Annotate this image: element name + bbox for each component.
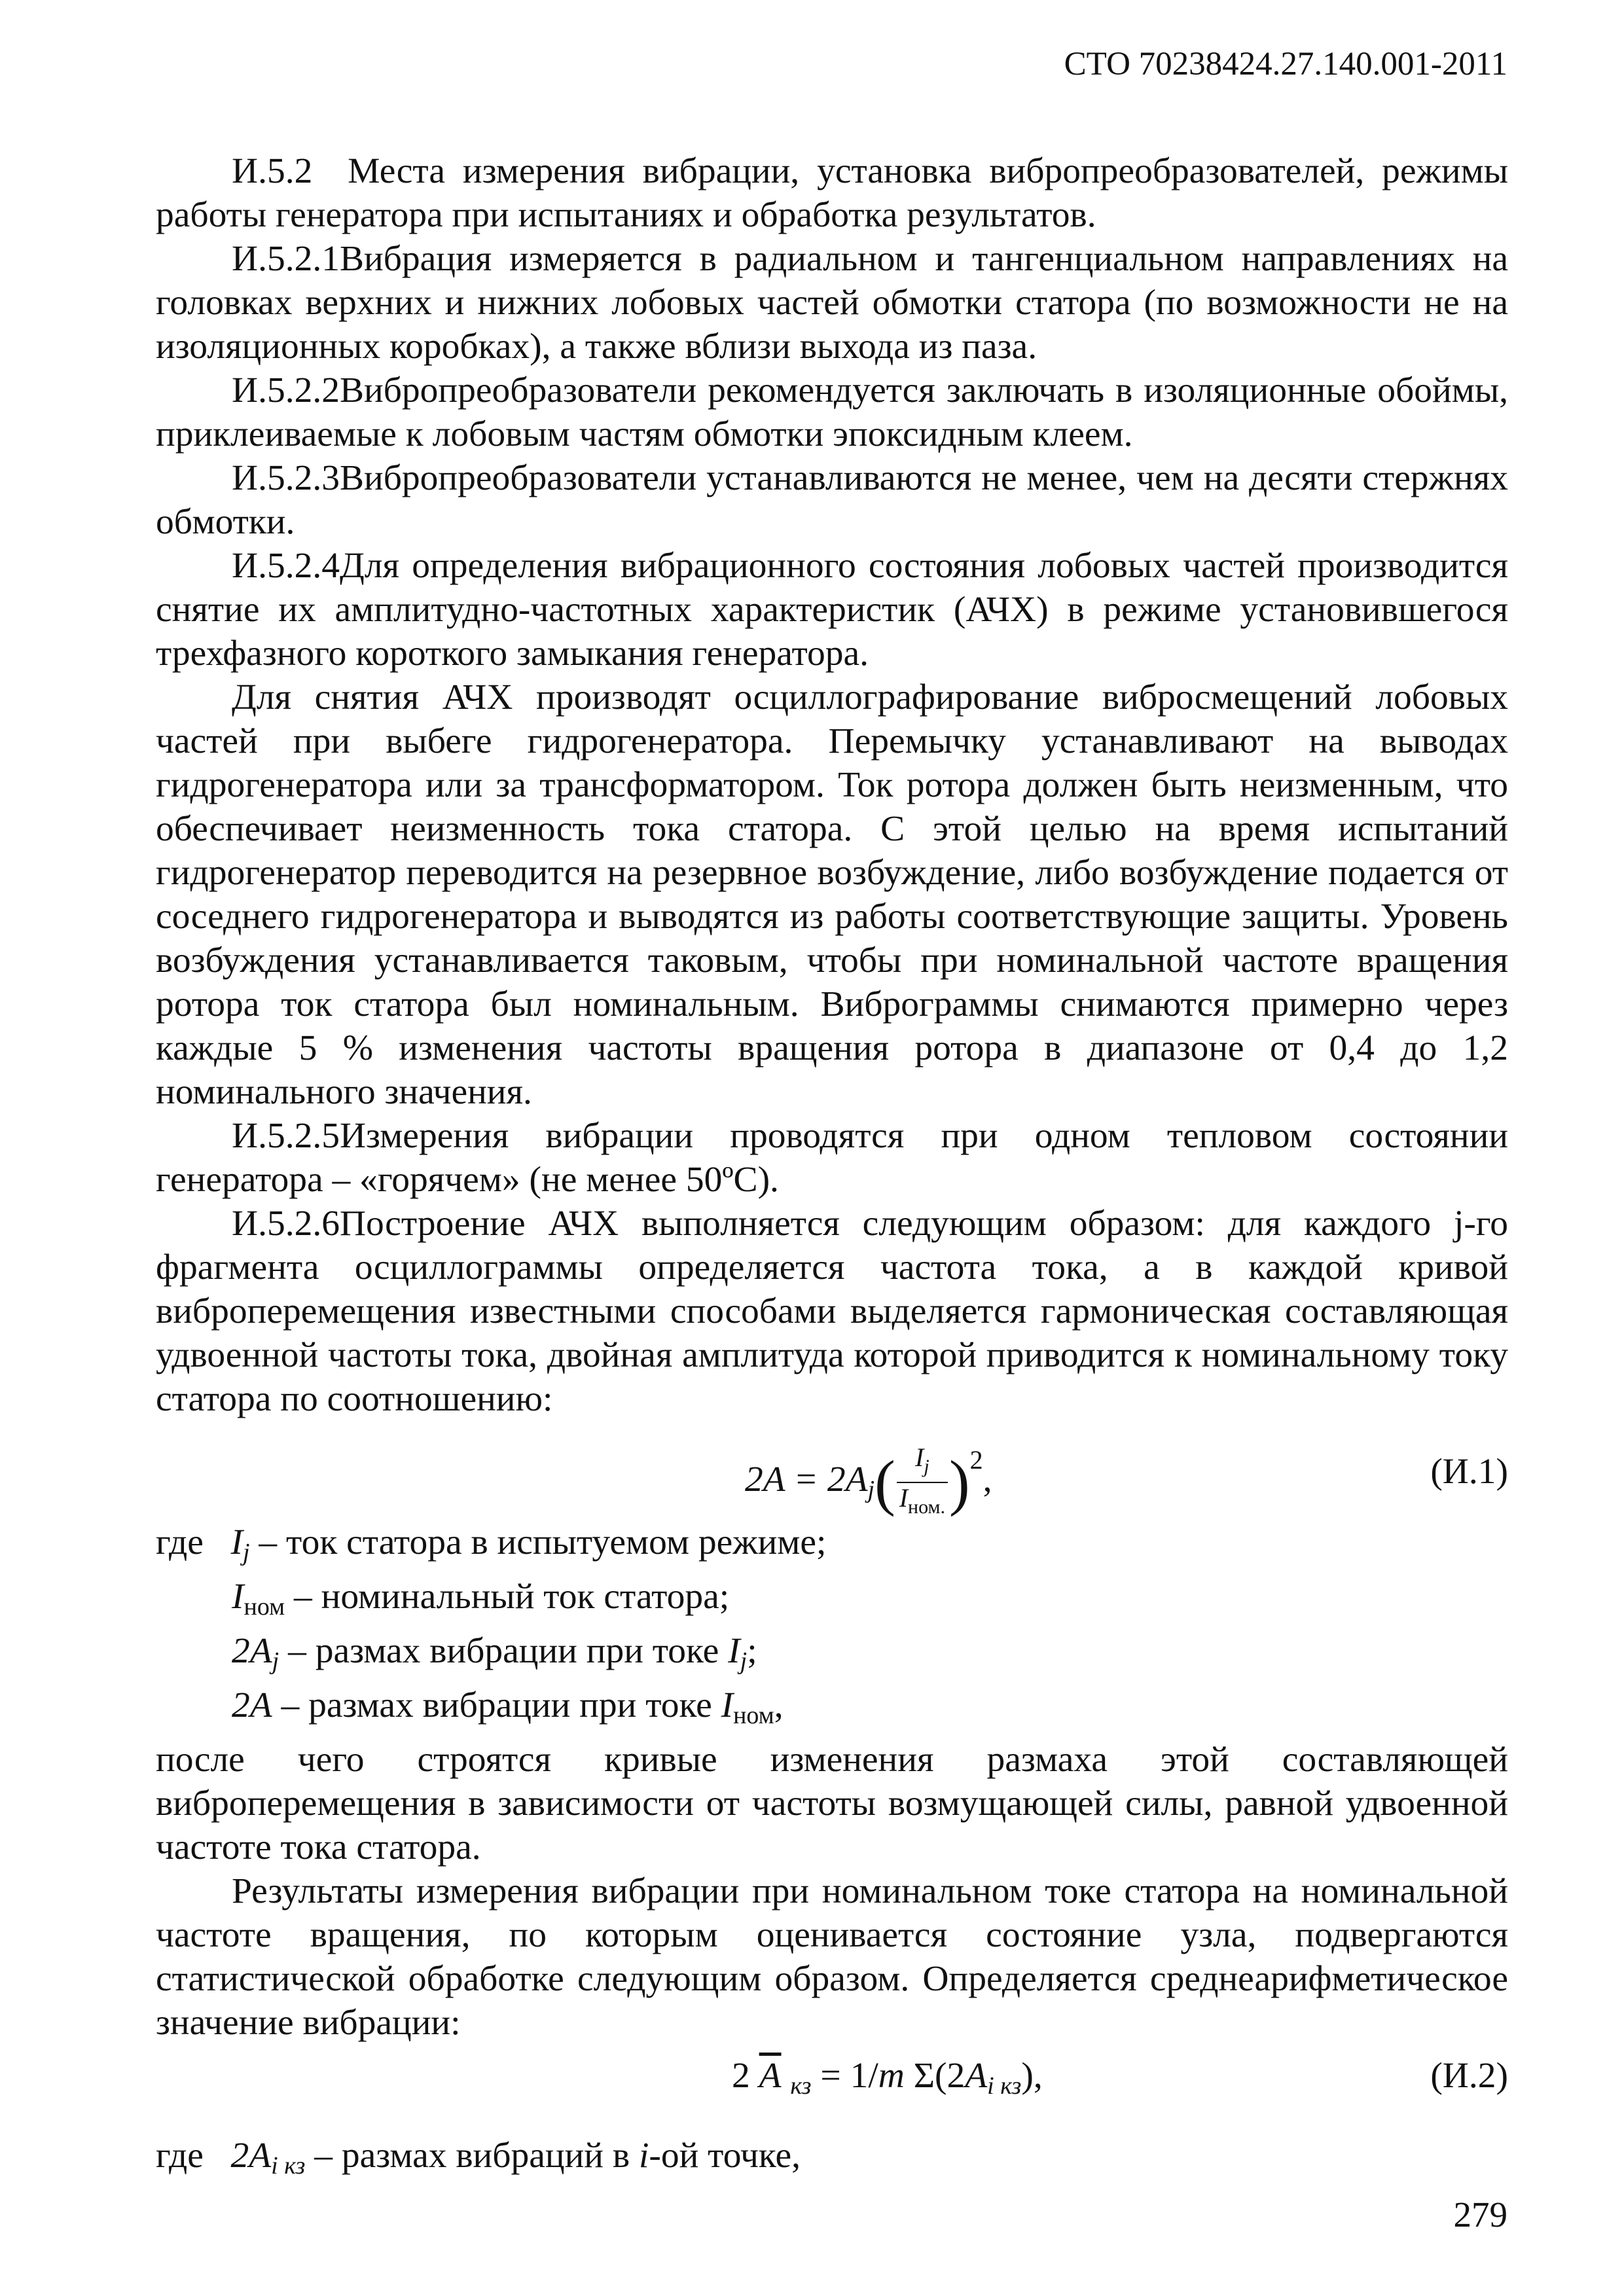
section-number: И.5.2.3 [232,458,340,498]
formula-i2-expression [732,2054,1043,2108]
definition-text: – ток статора в испытуемом режиме; [249,1522,827,1562]
section-text: Вибропреобразователи устанавливаются не менее, чем на десяти стержнях обмотки. [156,458,1508,542]
page-number: 279 [1453,2195,1507,2234]
definition-tail-subscript: ном [733,1702,774,1729]
mean-amplitude-subscript: кз [790,2072,812,2100]
numerator-symbol: I [915,1443,924,1473]
paragraph-section-5-2 [156,149,1508,237]
equation-number: (И.1) [1430,1452,1508,1492]
section-number: И.5.2.1 [232,239,340,279]
section-text: Места измерения вибрации, установка вибропреобразователей, режимы работы генератора при испытаниях и обработка результатов. [156,151,1508,235]
formula-middle: = 1/ [811,2056,878,2096]
formula-ai-symbol: A [965,2056,988,2096]
fraction-numerator [897,1443,948,1483]
where-label: где [156,2136,204,2176]
section-text: Вибрация измеряется в радиальном и тангенциальном направлениях на головках верхних и нижних лобовых частей обмотки статора (по возможности не на изоляционных коробках), а также вблизи выхода из паза. [156,239,1508,367]
document-body [156,149,1508,2188]
formula-coefficient: 2 [732,2056,750,2096]
left-parenthesis: ( [875,1447,895,1517]
definition-index: i [638,2136,649,2176]
formula-i1-expression [745,1438,992,1522]
definition-symbol: 2A [232,1685,272,1725]
paragraph-section-5-2-6 [156,1202,1508,1421]
fraction-denominator [897,1483,948,1522]
definition-subscript: i кз [271,2152,306,2179]
formula-trailing-comma: , [983,1460,992,1499]
formula-exponent: 2 [969,1445,983,1475]
definition-text: – размах вибрации при токе [279,1631,729,1671]
definition-tail-punct: , [774,1685,784,1725]
paragraph-results: Результаты измерения вибрации при номинальном токе статора на номинальной частоте вращения, по которым оценивается состояние узла, подвергаются статистической обработке следующим образом. Определяется среднеарифметическое значение вибрации: [156,1871,1508,2043]
paragraph-achx-procedure: Для снятия АЧХ производят осциллографирование вибросмещений лобовых частей при выбеге гидрогенератора. Перемычку устанавливают на выводах гидрогенератора или за трансформатором. Ток ротора должен быть неизменным, что обеспечивает неизменность тока статора. С этой целью на время испытаний гидрогенератор переводится на резервное возбуждение, либо возбуждение подается от соседнего гидрогенератора и выводятся из работы соответствующие защиты. Уровень возбуждения устанавливается таковым, чтобы при номинальной частоте вращения ротора ток статора был номинальным. Виброграммы снимаются примерно через каждые 5 % изменения частоты вращения ротора в диапазоне от 0,4 до 1,2 номинального значения. [156,677,1508,1112]
section-number: И.5.2.6 [232,1204,340,1244]
definition-symbol: I [232,1577,244,1617]
definition-tail-subscript: j [740,1647,748,1675]
paragraph-section-5-2-3 [156,456,1508,544]
section-text: Для определения вибрационного состояния лобовых частей производится снятие их амплитудно-частотных характеристик (АЧХ) в режиме установившегося трехфазного короткого замыкания генератора. [156,546,1508,673]
paragraph-section-5-2-5 [156,1114,1508,1202]
formula-lhs: 2A = 2A [745,1460,868,1499]
definition-2aj [156,1629,1508,1683]
section-number: И.5.2 [232,151,313,191]
where-label: где [156,1522,204,1562]
definition-symbol: 2A [230,2136,272,2176]
equation-number: (И.2) [1430,2056,1508,2096]
section-text: Построение АЧХ выполняется следующим образом: для каждого j-го фрагмента осциллограммы определяется частота тока, а в каждой кривой виброперемещения известными способами выделяется гармоническая составляющая удвоенной частоты тока, двойная амплитуда которой приводится к номинальному току статора по соотношению: [156,1204,1508,1419]
paragraph-section-5-2-1 [156,237,1508,368]
paragraph-section-5-2-2 [156,368,1508,456]
definition-subscript: j [272,1647,280,1675]
formula-ai-subscript: i кз [987,2072,1022,2100]
definition-symbol: 2A [232,1631,272,1671]
definition-symbol: I [230,1522,243,1562]
fraction [897,1443,948,1522]
definition-subscript: ном [244,1593,285,1621]
definition-text: – размах вибраций в [305,2136,639,2176]
definition-subscript: j [242,1539,250,1566]
right-parenthesis: ) [949,1447,970,1517]
definition-2ai [156,2134,1508,2188]
formula-m: m [878,2056,905,2096]
formula-i1 [156,1424,1508,1520]
definition-text: – размах вибрации при токе [272,1685,721,1725]
denominator-symbol: I [899,1483,909,1513]
definition-text-end: -ой точке, [649,2136,801,2176]
definition-tail-punct: ; [747,1631,757,1671]
paragraph-after-definitions: после чего строятся кривые изменения размаха этой составляющей виброперемещения в зависимости от частоты возмущающей силы, равной удвоенной частоте тока статора. [156,1740,1508,1867]
definition-tail-symbol: I [721,1685,734,1725]
numerator-subscript: j [924,1456,929,1478]
formula-i2 [156,2049,1508,2127]
section-text: Измерения вибрации проводятся при одном тепловом состоянии генератора – «горячем» (не менее 50ºС). [156,1116,1508,1200]
section-number: И.5.2.4 [232,546,340,586]
section-text: Вибропреобразователи рекомендуется заключать в изоляционные обоймы, приклеиваемые к лобовым частям обмотки эпоксидным клеем. [156,370,1508,454]
formula-close: ), [1021,2056,1043,2096]
paragraph-section-5-2-4 [156,544,1508,675]
section-number: И.5.2.2 [232,370,340,410]
definition-tail-symbol: I [728,1631,740,1671]
document-code-header: СТО 70238424.27.140.001-2011 [1064,46,1507,82]
formula-lhs-subscript: j [867,1476,875,1503]
denominator-subscript: ном. [908,1496,946,1518]
definition-text: – номинальный ток статора; [285,1577,730,1617]
definition-ij [156,1520,1508,1575]
mean-amplitude-symbol: $\overline{A}$ [759,2056,782,2096]
definition-inom [156,1575,1508,1629]
formula-sigma: Σ(2 [904,2056,965,2096]
definition-2a [156,1683,1508,1738]
section-number: И.5.2.5 [232,1116,340,1156]
